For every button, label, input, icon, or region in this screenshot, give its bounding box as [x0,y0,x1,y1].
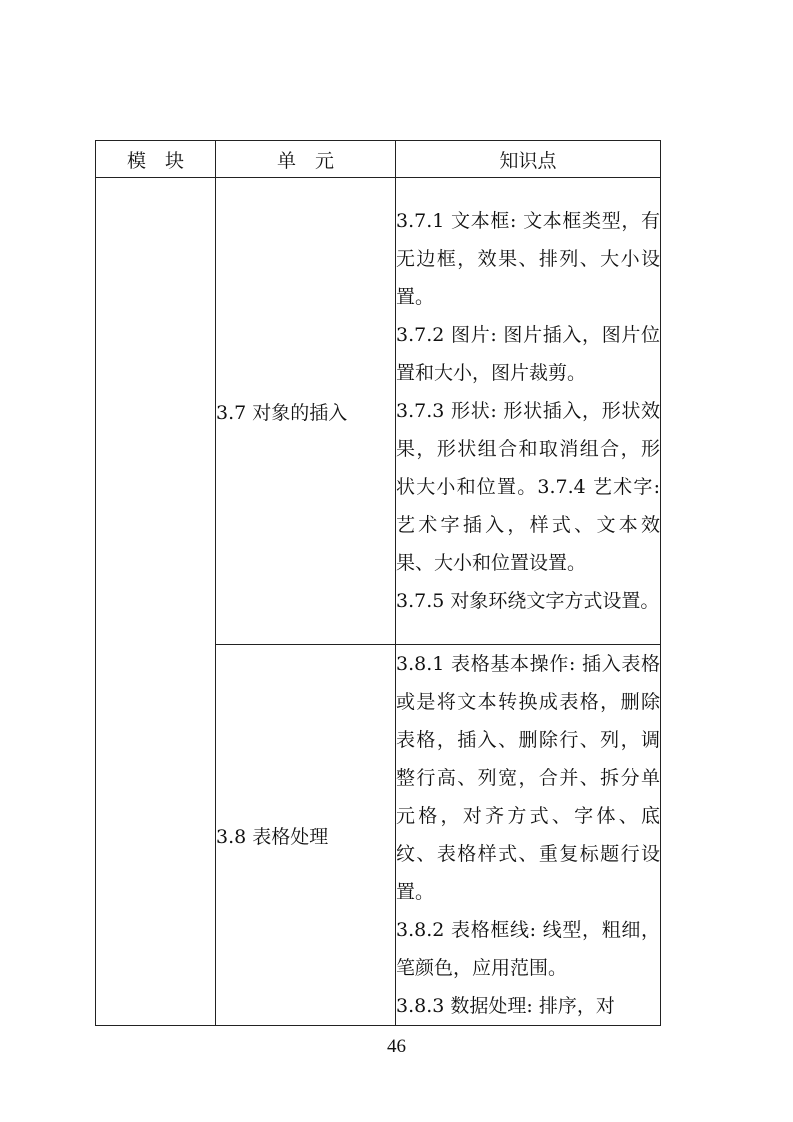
table-row [96,178,661,645]
curriculum-table [95,140,661,1026]
knowledge-point: 3.7.1 文本框: 文本框类型，有无边框，效果、排列、大小设置。 [396,210,660,308]
header-row [96,141,661,178]
page-number: 46 [387,1036,406,1057]
knowledge-points-cell [396,178,661,645]
knowledge-point: 3.7.5 对象环绕文字方式设置。 [396,590,660,612]
unit-cell: 3.8 表格处理 [216,645,396,1026]
unit-cell: 3.7 对象的插入 [216,178,396,645]
knowledge-point: 3.8.1 表格基本操作: 插入表格或是将文本转换成表格，删除表格，插入、删除行、列，调整行高、列宽，合并、拆分单元格，对齐方式、字体、底纹、表格样式、重复标题行设置。 [396,653,660,903]
knowledge-point: 3.7.2 图片: 图片插入，图片位置和大小，图片裁剪。 [396,324,660,384]
header-module: 模 块 [96,141,216,178]
knowledge-points-cell [396,645,661,1026]
module-cell [96,178,216,1026]
knowledge-point: 3.8.3 数据处理: 排序，对 [396,995,615,1017]
knowledge-point: 3.7.3 形状: 形状插入，形状效果，形状组合和取消组合，形状大小和位置。3.7.4 艺术字: 艺术字插入，样式、文本效果、大小和位置设置。 [396,400,660,574]
knowledge-point: 3.8.2 表格框线: 线型，粗细，笔颜色，应用范围。 [396,919,660,979]
header-unit: 单 元 [216,141,396,178]
header-knowledge-points: 知识点 [396,141,661,178]
